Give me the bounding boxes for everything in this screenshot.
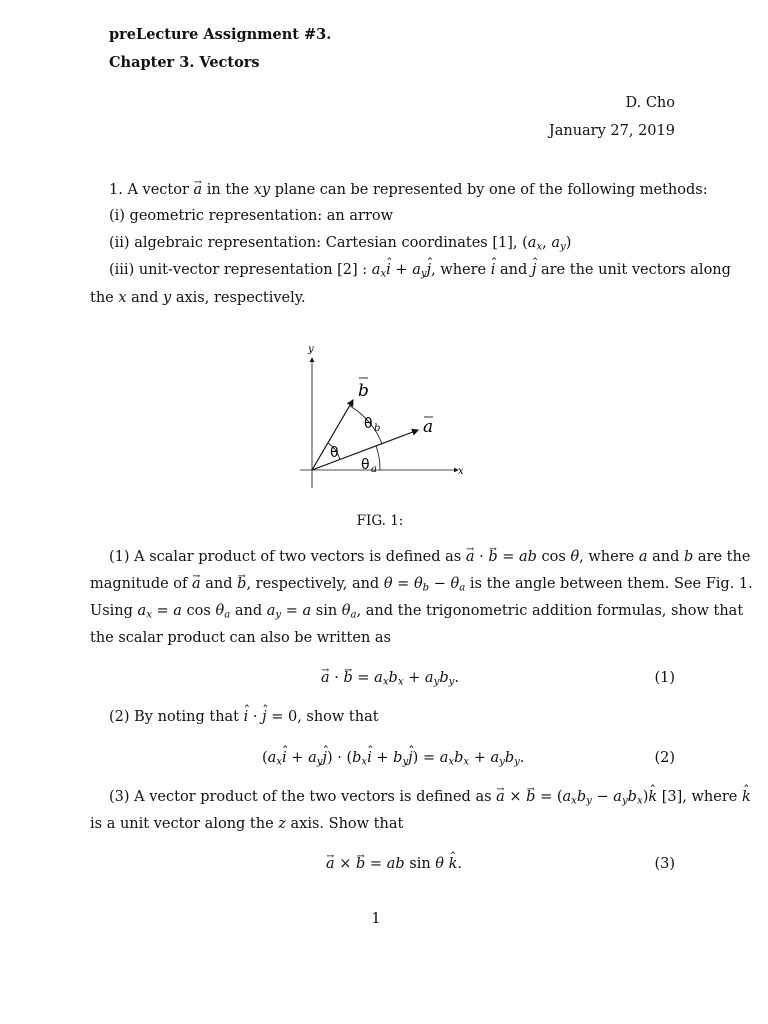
problem1-intro: 1. A vector → a in the xy plane can be represented by one of the following methods: — [109, 183, 708, 198]
figure-caption: FIG. 1: — [356, 513, 404, 529]
equation-1-number: (1) — [654, 670, 675, 686]
assignment-title: preLecture Assignment #3. — [109, 26, 332, 43]
item-ii: (ii) algebraic representation: Cartesian coordinates [1], ($a_x$, $a_y$) — [109, 235, 572, 253]
equation-3: → a × → b = ab sin θ ˆ k. — [326, 857, 462, 872]
part3-line2: is a unit vector along the z axis. Show that — [90, 816, 404, 832]
theta-a-subscript: a — [371, 464, 377, 475]
equation-3-number: (3) — [654, 856, 675, 872]
item-iii: (iii) unit-vector representation [2] : $a_xˆ$ $i + a_yˆ$ j, where ˆ i and ˆ j are the unit vectors along — [109, 263, 731, 280]
part1-line3: Using $a_x = a$ $\cos \theta_a$ and $a_y = a$ $\sin \theta_a$, and the trigonometric addition formulas, show that — [90, 603, 744, 621]
item-iii-continued: the x and y axis, respectively. — [90, 290, 306, 306]
vector-angle-figure — [290, 340, 480, 490]
page-number: 1 — [371, 911, 381, 927]
part3-line1: (3) A vector product of the two vectors is defined as → a × → $b = (a_xb_y$ − $a_yb_x)ˆ$ k [3], where ˆ k — [109, 790, 751, 807]
part1-line4: the scalar product can also be written as — [90, 630, 392, 646]
theta-b-label: θ — [364, 416, 373, 432]
vector-a-label: a — [423, 417, 434, 437]
equation-2-number: (2) — [654, 750, 675, 766]
vector-b-label: b — [358, 381, 369, 401]
part1-line1: (1) A scalar product of two vectors is defined as → a · → b = ab cos θ, where a and b are the — [109, 550, 750, 565]
x-axis-label: x — [458, 466, 464, 477]
equation-1: → a · → $b = a_xb_x + a_yb_y$. — [321, 671, 459, 688]
theta-label: θ — [330, 445, 339, 461]
theta-b-subscript: b — [374, 423, 381, 434]
author: D. Cho — [625, 95, 675, 111]
equation-2: ($a_xˆ$ $i + a_yˆ$ $j) \cdot (b_xˆ$ $i + b_yˆ$ $j) = a_xb_x + a_yb_y$. — [262, 751, 525, 768]
y-axis-label: y — [308, 344, 314, 355]
date: January 27, 2019 — [548, 123, 675, 139]
part2-line1: (2) By noting that ˆ i · ˆ j = 0, show that — [109, 710, 379, 725]
item-i: (i) geometric representation: an arrow — [109, 208, 394, 224]
chapter-title: Chapter 3. Vectors — [109, 54, 260, 71]
theta-a-label: θ — [361, 457, 370, 473]
part1-line2: magnitude of → a and → b, respectively, and $\theta = \theta_b - \theta_a$ is the angle between them. See Fig. 1. — [90, 577, 753, 594]
